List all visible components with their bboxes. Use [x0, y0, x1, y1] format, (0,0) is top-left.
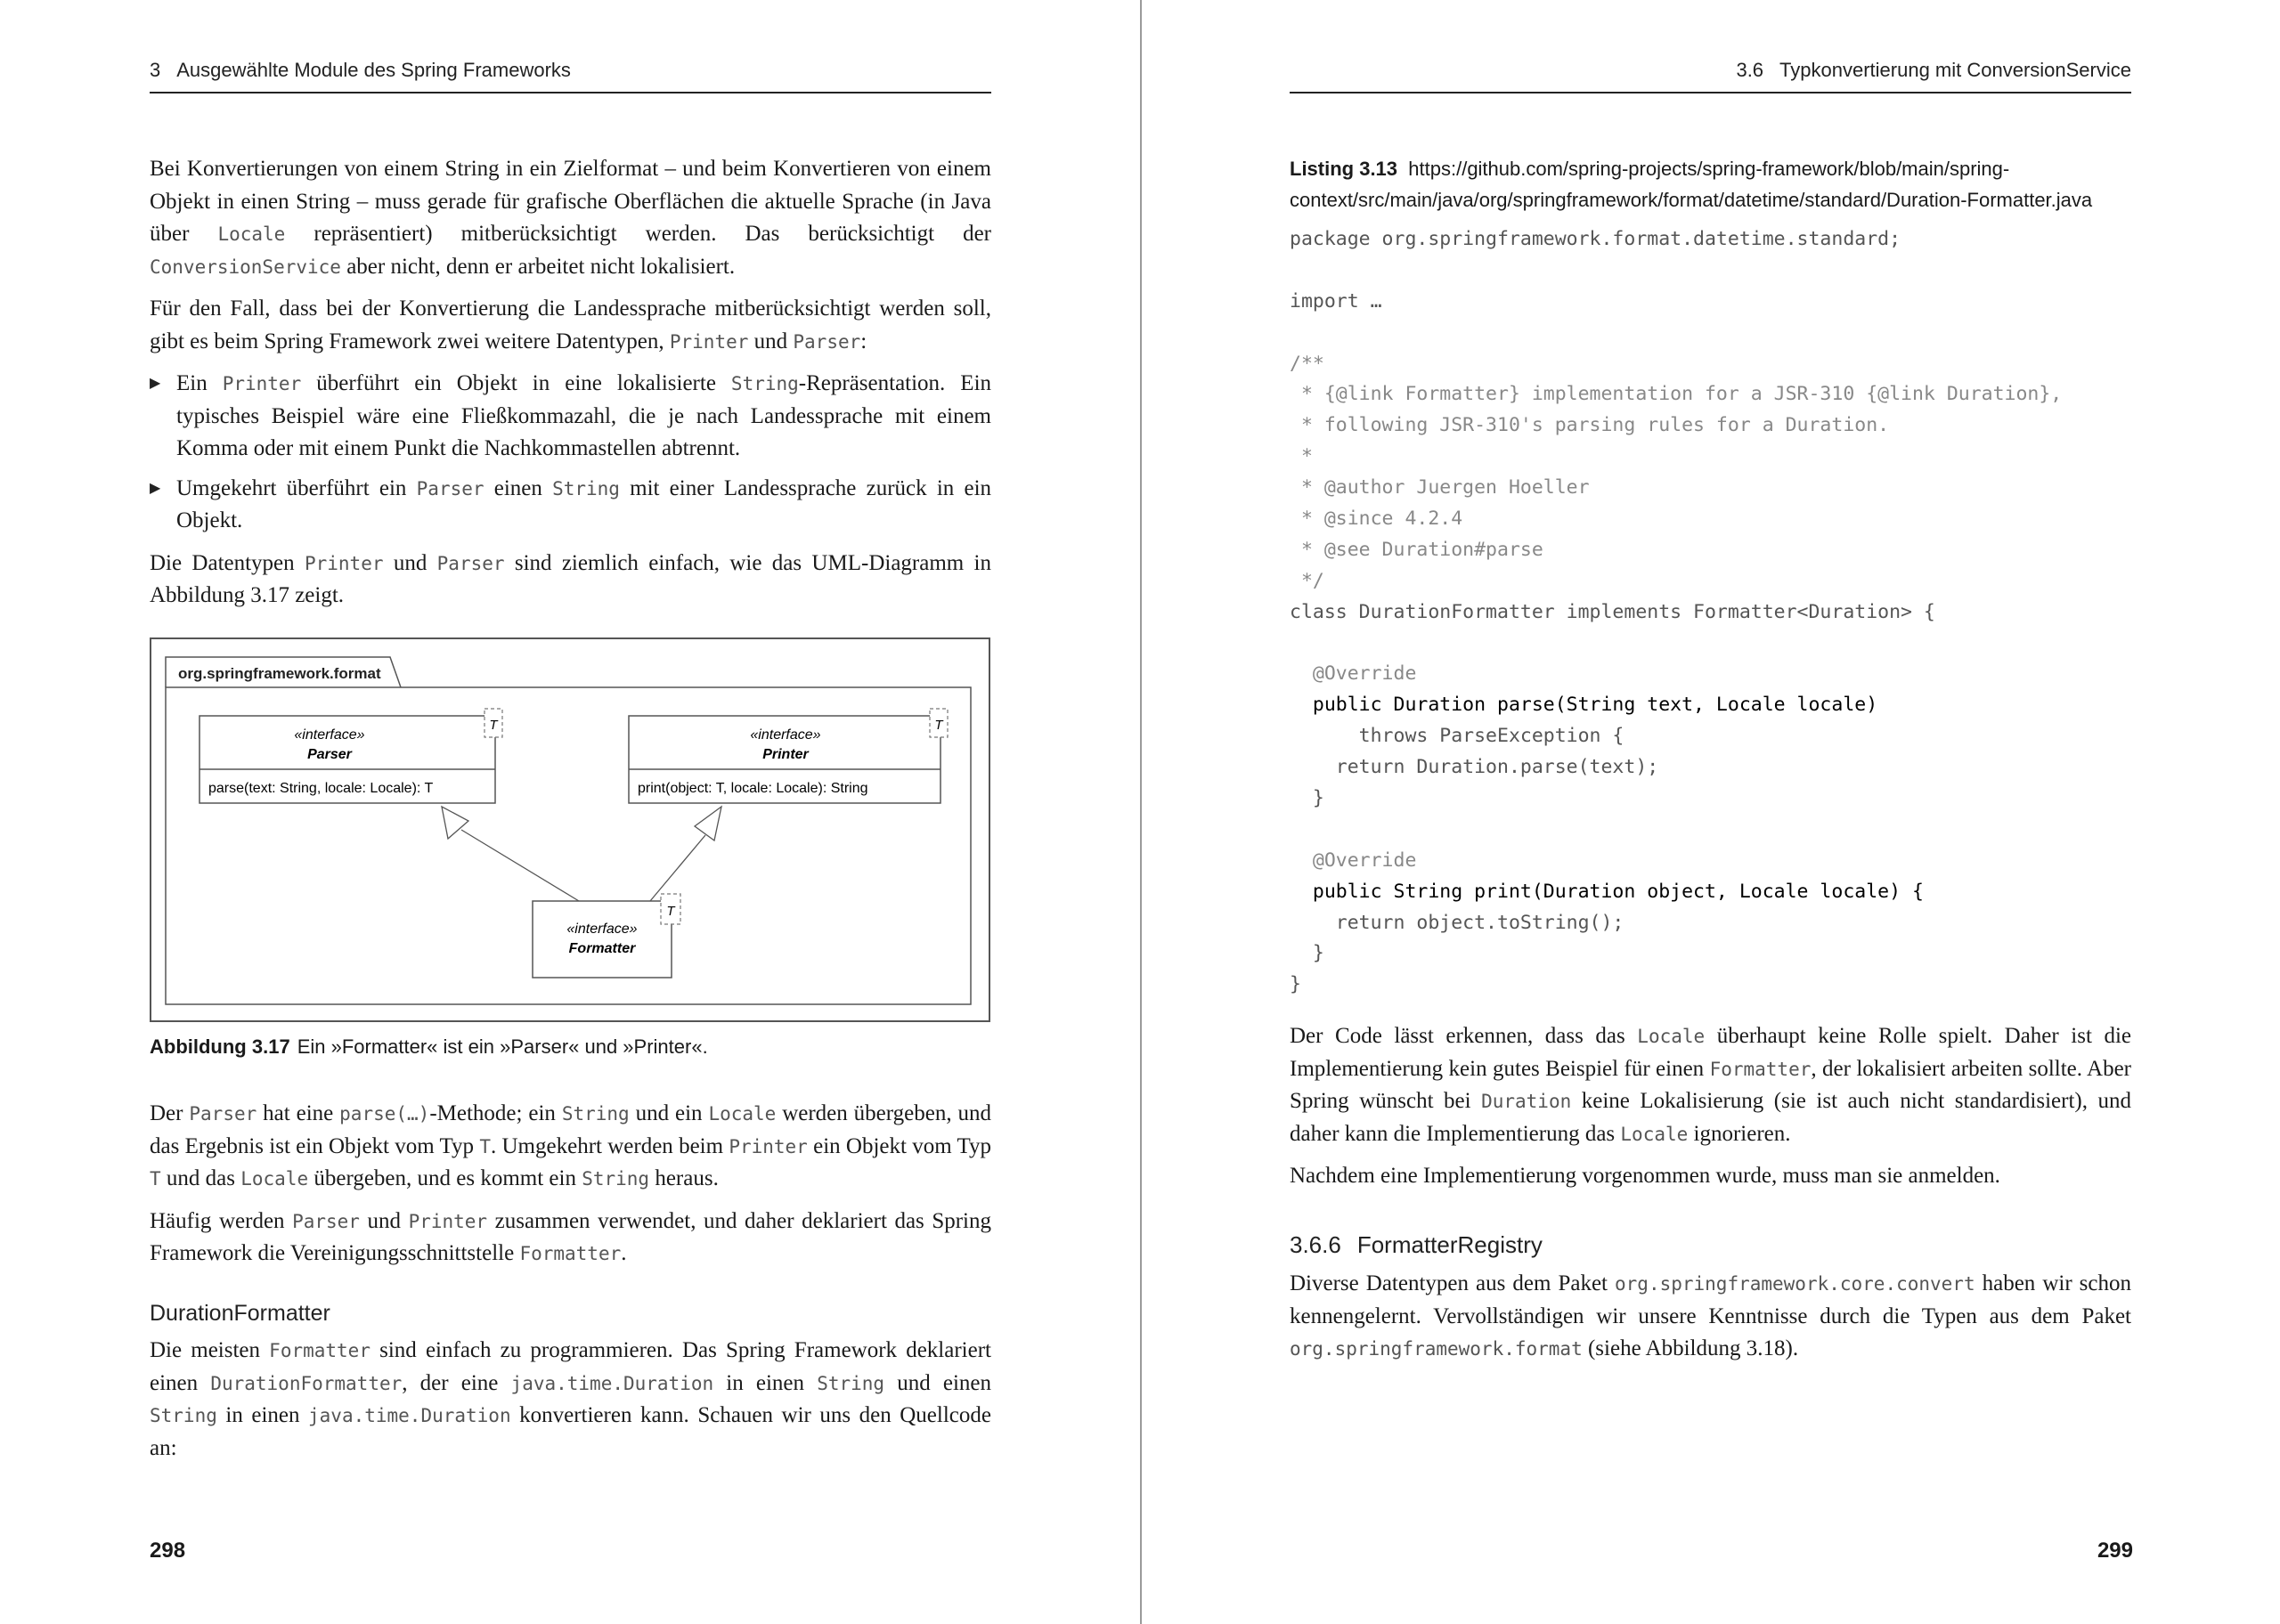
code-line: * following JSR-310's parsing rules for a Duration. [1290, 414, 1890, 437]
chapter-number: 3 [150, 59, 161, 81]
uml-class-parser [200, 709, 502, 803]
inheritance-arrow-printer [695, 807, 721, 840]
listing-caption [1290, 153, 2131, 215]
paragraph-durationformatter: Die meisten Formatter sind einfach zu programmieren. Das Spring Framework deklariert einen DurationFormatter, der eine java.time.Duration in einen String und einen String in einen java.time.Duration konvertieren kann. Schauen wir uns den Quellcode an: [150, 1338, 992, 1460]
page-number: 299 [2097, 1539, 2133, 1563]
code-line [1290, 815, 2131, 846]
parser-name: Parser [307, 747, 352, 762]
running-header [1290, 59, 2131, 93]
code-line [1290, 256, 2131, 287]
bullet-list [150, 368, 991, 538]
listing-label: Listing 3.13 [1290, 158, 1398, 180]
uml-diagram [151, 639, 989, 1020]
code-line: @Override [1290, 662, 1417, 686]
code-line: * @author Juergen Hoeller [1290, 476, 1590, 499]
paragraph-uml-ref: Die Datentypen Printer und Parser sind ziemlich einfach, wie das UML-Diagramm in Abbildung 3.17 zeigt. [150, 550, 991, 607]
page-number: 298 [150, 1539, 186, 1563]
code-line: package org.springframework.format.datetime.standard; [1290, 228, 1901, 250]
section-heading-number: 3.6.6 [1290, 1230, 1341, 1258]
figure-caption-label: Abbildung 3.17 [150, 1035, 290, 1058]
formatter-name: Formatter [568, 941, 636, 956]
svg-text:T: T [666, 904, 675, 919]
svg-text:T: T [934, 718, 943, 733]
generalization-line-parser [461, 830, 579, 901]
code-line: import … [1290, 289, 1382, 313]
chapter-title: Ausgewählte Module des Spring Frameworks [176, 59, 571, 81]
code-line: * {@link Formatter} implementation for a JSR-310 {@link Duration}, [1290, 383, 2063, 406]
listing-url: https://github.com/spring-projects/spring-framework/blob/main/spring-context/src/main/java/org/springframework/format/datetime/standard/Duration-Formatter.java [1290, 158, 2093, 211]
code-line [1290, 629, 2131, 660]
code-line: * [1290, 445, 1313, 468]
code-line: class DurationFormatter implements Formatter<Duration> { [1290, 600, 1935, 623]
bullet-parser: ▶ Umgekehrt überführt ein Parser einen String mit einer Landessprache zurück in ein Objekt. [150, 473, 991, 538]
printer-method: print(object: T, locale: Locale): String [638, 781, 868, 796]
uml-diagram-figure [150, 637, 990, 1022]
paragraph-formatter-union: Häufig werden Parser und Printer zusammen verwendet, und daher deklariert das Spring Framework die Vereinigungsschnittstelle Formatter. [150, 1208, 991, 1265]
right-page [1140, 0, 2280, 1624]
code-listing [1290, 224, 2131, 1001]
left-body-top [150, 153, 991, 622]
code-line [1290, 318, 2131, 349]
code-line: @Override [1290, 849, 1417, 872]
printer-stereotype: «interface» [750, 727, 821, 743]
parser-stereotype: «interface» [294, 727, 365, 743]
running-header [150, 59, 991, 93]
figure-caption-text: Ein »Formatter« ist ein »Parser« und »Printer«. [297, 1035, 708, 1058]
paragraph-locale-intro: Bei Konvertierungen von einem String in ein Zielformat – und beim Konvertieren von einem Objekt in einen String – muss gerade für grafische Oberflächen die aktuelle Sprache (in Java über Locale repräsentiert) mitberücksichtigt werden. Das berücksichtigt der ConversionService aber nicht, denn er arbeitet nicht lokalisiert. [150, 157, 992, 279]
bullet-printer: ▶ Ein Printer überführt ein Objekt in eine lokalisierte String-Repräsentation. Ein typisches Beispiel wäre eine Fließkommazahl, die je nach Landessprache mit einem Komma oder mit einem Punkt die Nachkommastellen abtrennt. [150, 368, 991, 466]
subheading-durationformatter: DurationFormatter [150, 1300, 330, 1326]
parser-method: parse(text: String, locale: Locale): T [208, 781, 434, 796]
section-number: 3.6 [1736, 59, 1764, 81]
code-line: } [1290, 942, 1324, 965]
code-line: return object.toString(); [1290, 911, 1624, 934]
section-title: Typkonvertierung mit ConversionService [1779, 59, 2131, 81]
section-heading-title: FormatterRegistry [1356, 1230, 1543, 1258]
code-line: * @see Duration#parse [1290, 538, 1543, 561]
right-body [1290, 153, 2131, 1376]
section-heading-formatterregistry [1290, 1229, 2131, 1262]
svg-text:T: T [489, 718, 498, 733]
code-line: throws ParseException { [1290, 725, 1624, 748]
uml-class-printer [629, 709, 948, 803]
code-line: * @since 4.2.4 [1290, 508, 1463, 531]
code-line: public String print(Duration object, Locale locale) { [1290, 880, 1924, 903]
paragraph-printer-parser-intro: Für den Fall, dass bei der Konvertierung die Landessprache mitberücksichtigt werden soll, gibt es beim Spring Framework zwei weitere Datentypen, Printer und Parser: [150, 296, 991, 353]
paragraph-register: Nachdem eine Implementierung vorgenommen wurde, muss man sie anmelden. [1290, 1164, 2000, 1189]
figure-caption [150, 1035, 708, 1059]
inheritance-arrow-parser [442, 807, 468, 839]
uml-class-formatter [533, 894, 680, 978]
code-line: */ [1290, 569, 1324, 592]
paragraph-code-discussion: Der Code lässt erkennen, dass das Locale überhaupt keine Rolle spielt. Daher ist die Implementierung kein gutes Beispiel für einen Formatter, der lokalisiert arbeiten sollte. Aber Spring wünscht bei Duration keine Lokalisierung (sie ist auch nicht standardisiert), und daher kann die Implementierung das Locale ignorieren. [1290, 1024, 2132, 1146]
code-locale: Locale [217, 223, 286, 245]
left-body-bottom [150, 1098, 991, 1474]
formatter-stereotype: «interface» [566, 922, 638, 937]
code-line: public Duration parse(String text, Locale locale) [1290, 694, 1878, 717]
code-line: } [1290, 973, 1301, 996]
paragraph-parser-explanation: Der Parser hat eine parse(…)-Methode; ein String und ein Locale werden übergeben, und das Ergebnis ist ein Objekt vom Typ T. Umgekehrt werden beim Printer ein Objekt vom Typ T und das Locale übergeben, und es kommt ein String heraus. [150, 1101, 992, 1190]
paragraph-formatterregistry: Diverse Datentypen aus dem Paket org.springframework.core.convert haben wir schon kennengelernt. Vervollständigen wir unsere Kenntnisse durch die Typen aus dem Paket org.springframework.format (siehe Abbildung 3.18). [1290, 1271, 2132, 1361]
printer-name: Printer [762, 747, 809, 762]
generalization-line-printer [650, 835, 705, 901]
package-name: org.springframework.format [178, 665, 381, 682]
code-line: /** [1290, 352, 1324, 375]
code-line: return Duration.parse(text); [1290, 756, 1659, 779]
code-conversionservice: ConversionService [150, 256, 341, 278]
code-line: } [1290, 787, 1324, 810]
